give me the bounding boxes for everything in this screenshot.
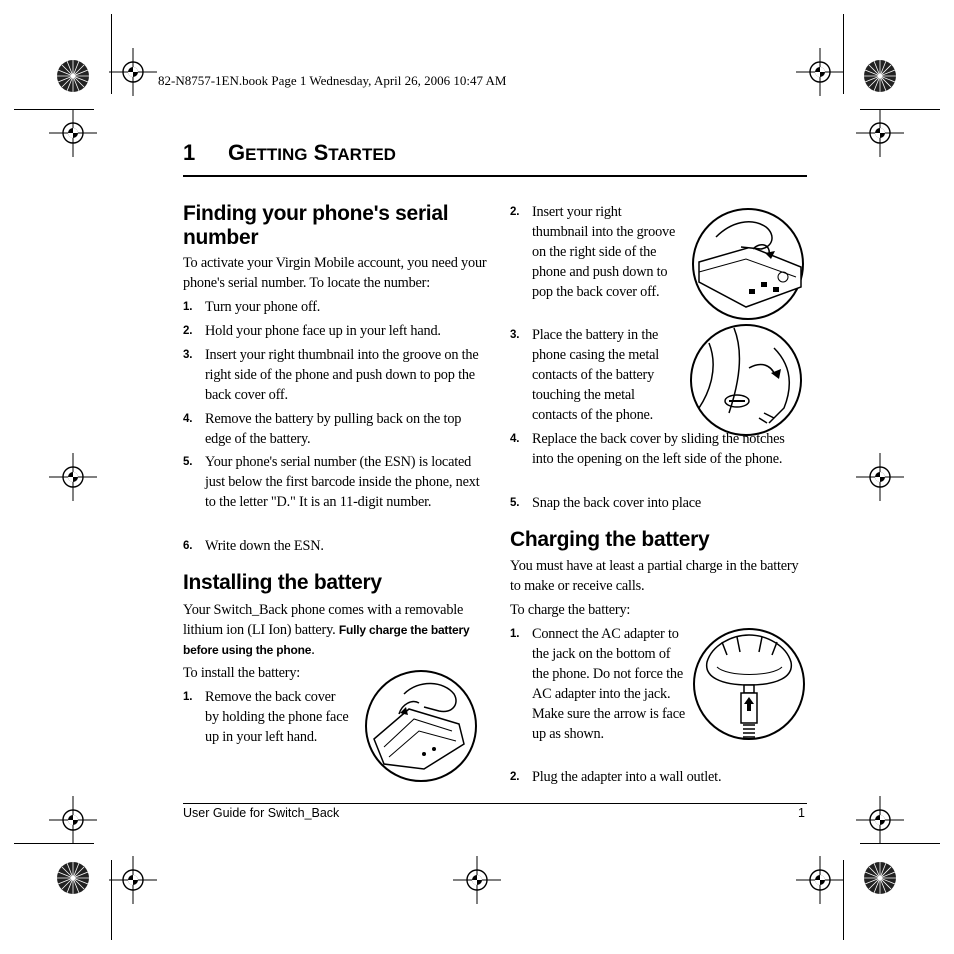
footer-rule — [183, 803, 807, 804]
step-text: Turn your phone off. — [205, 299, 321, 315]
step-text: Remove the battery by pulling back on the top edge of the battery. — [205, 411, 462, 447]
step-number: 1. — [183, 691, 193, 703]
step-text: Snap the back cover into place — [532, 495, 702, 511]
step-text: Remove the back cover by holding the phone face up in your left hand. — [205, 689, 349, 745]
footer-title: User Guide for Switch_Back — [183, 806, 340, 820]
step-text: Insert your right thumbnail into the groove on the right side of the phone and push down to pop the back cover off. — [532, 204, 676, 300]
chapter-title-word: TARTED — [328, 145, 396, 164]
charging-heading: Charging the battery — [510, 528, 710, 551]
print-slug: 82-N8757-1EN.book Page 1 Wednesday, April 26, 2006 10:47 AM — [158, 73, 507, 88]
step-text: Your phone's serial number (the ESN) is located just below the first barcode inside the phone, next to the letter "D." It is an 11-digit number. — [205, 454, 480, 510]
step-number: 6. — [183, 540, 193, 552]
serial-intro: To activate your Virgin Mobile account, you need your phone's serial number. To locate the number: — [183, 255, 487, 291]
step-number: 2. — [510, 771, 520, 783]
chapter-number: 1 — [183, 140, 196, 165]
charging-lead: To charge the battery: — [510, 602, 631, 618]
page-number: 1 — [798, 806, 805, 820]
step-number: 2. — [510, 206, 520, 218]
step-text: Replace the back cover by sliding the notches into the opening on the left side of the phone. — [532, 431, 785, 467]
chapter-rule — [183, 175, 807, 177]
insert-battery-illustration — [689, 323, 804, 438]
step-number: 4. — [183, 413, 193, 425]
step-text: Write down the ESN. — [205, 538, 324, 554]
step-number: 5. — [183, 456, 193, 468]
chapter-title-word: ETTING — [245, 145, 308, 164]
step-number: 1. — [183, 301, 193, 313]
install-intro-end: . — [311, 642, 315, 658]
step-number: 1. — [510, 628, 520, 640]
pop-cover-illustration — [691, 207, 806, 322]
step-number: 2. — [183, 325, 193, 337]
install-heading: Installing the battery — [183, 571, 382, 594]
step-text: Connect the AC adapter to the jack on the bottom of the phone. Do not force the AC adapter into the jack. Make sure the arrow is face up as shown. — [532, 626, 685, 742]
install-intro-emphasis: Fully charge the battery before using the phone — [183, 623, 470, 657]
install-intro — [183, 600, 488, 660]
install-intro-text: Your Switch_Back phone comes with a removable lithium ion (LI Ion) battery. — [183, 602, 464, 638]
step-text: Place the battery in the phone casing the metal contacts of the battery touching the metal contacts of the phone. — [532, 327, 660, 423]
step-number: 4. — [510, 433, 520, 445]
step-number: 3. — [510, 329, 520, 341]
chapter-heading — [183, 140, 396, 166]
chapter-title — [228, 140, 396, 166]
step-text: Hold your phone face up in your left hand. — [205, 323, 441, 339]
step-text: Insert your right thumbnail into the groove on the right side of the phone and push down to pop the back cover off. — [205, 347, 479, 403]
step-number: 5. — [510, 497, 520, 509]
charger-illustration — [692, 627, 807, 742]
remove-cover-illustration — [364, 669, 479, 784]
step-number: 3. — [183, 349, 193, 361]
install-lead: To install the battery: — [183, 665, 301, 681]
serial-heading: Finding your phone's serial number — [183, 202, 449, 249]
charging-intro: You must have at least a partial charge in the battery to make or receive calls. — [510, 558, 799, 594]
chapter-title-initial: S — [313, 140, 329, 165]
chapter-title-initial: G — [228, 140, 246, 165]
step-text: Plug the adapter into a wall outlet. — [532, 769, 722, 785]
